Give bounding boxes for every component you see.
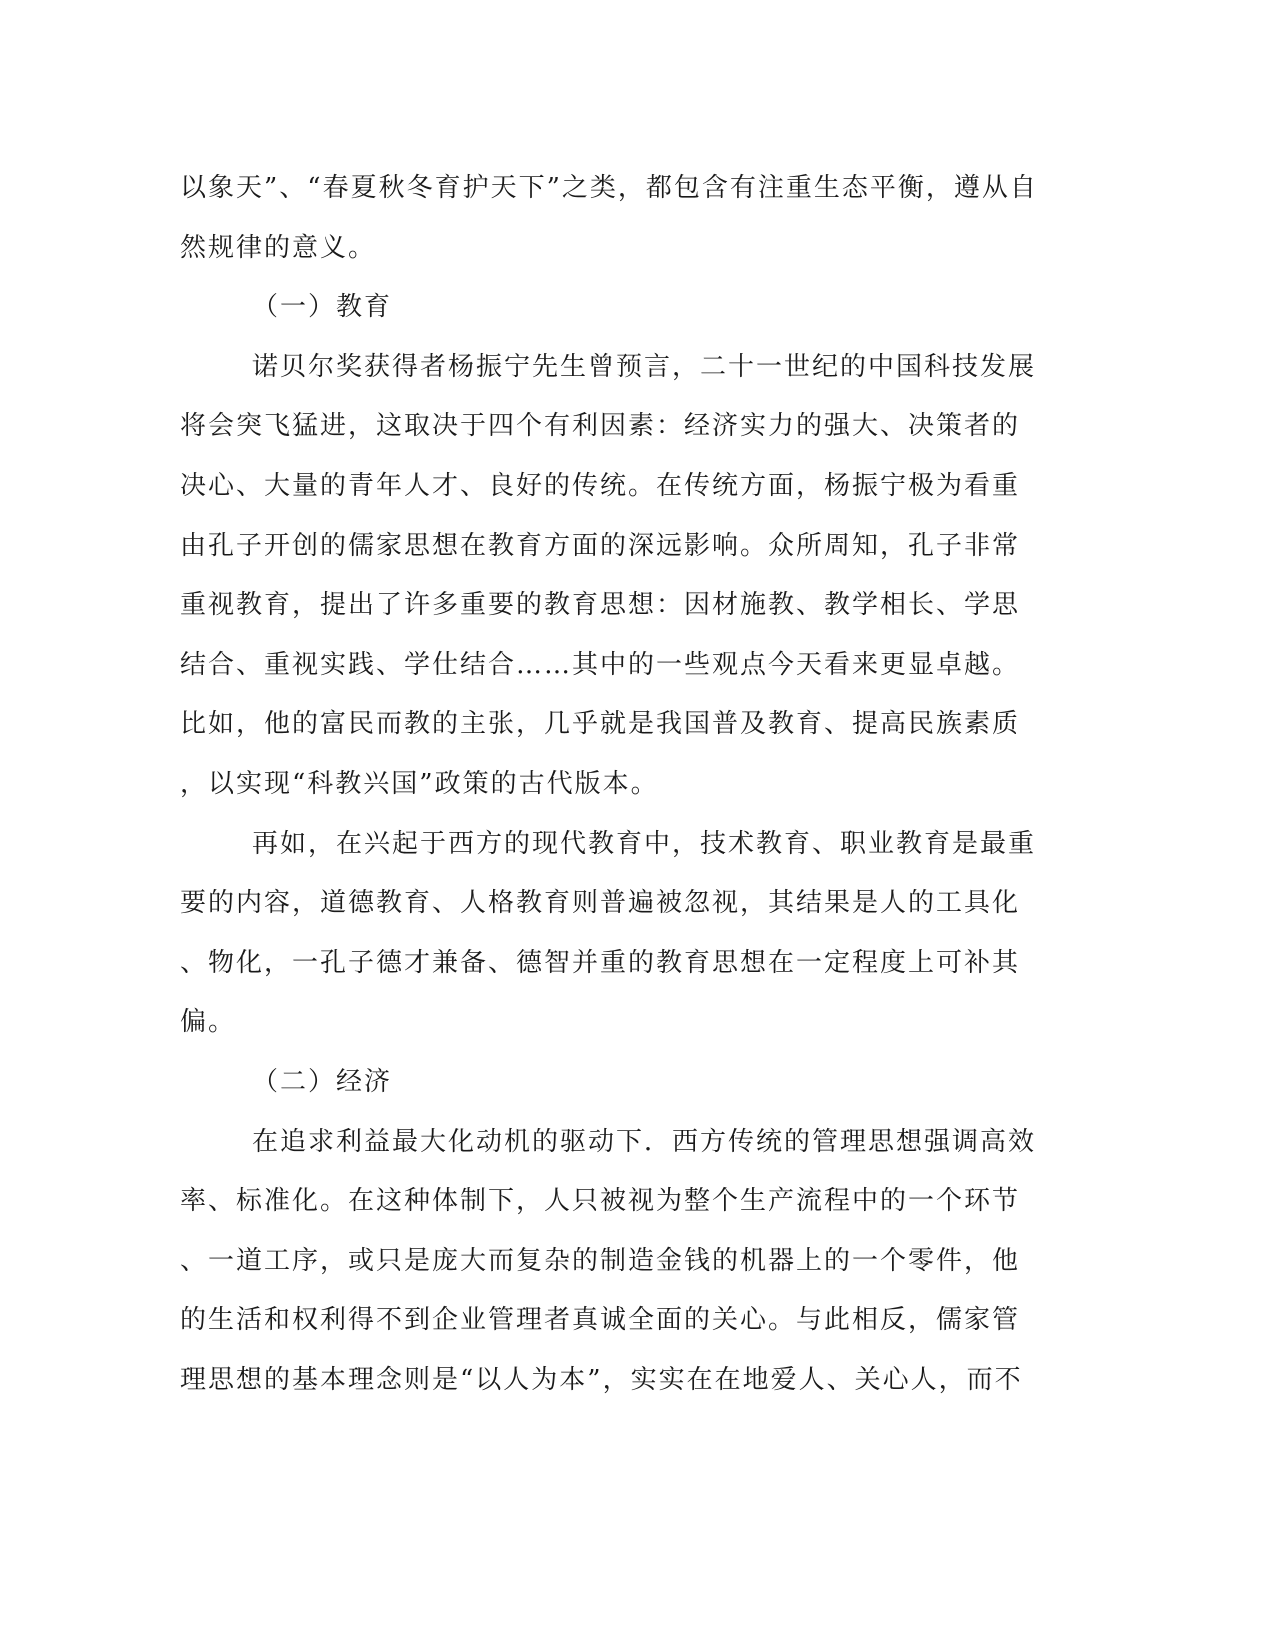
text-line: 、物化，一孔子德才兼备、德智并重的教育思想在一定程度上可补其 xyxy=(180,947,1021,978)
section-heading-education: （一）教育 xyxy=(252,292,393,323)
text-line: 理思想的基本理念则是“以人为本”，实实在在地爱人、关心人，而不 xyxy=(180,1364,1023,1395)
text-line: 的生活和权利得不到企业管理者真诚全面的关心。与此相反，儒家管 xyxy=(180,1305,1021,1336)
text-line: 比如，他的富民而教的主张，几乎就是我国普及教育、提高民族素质 xyxy=(180,709,1021,740)
text-line: 偏。 xyxy=(180,1007,237,1038)
text-line: 将会突飞猛进，这取决于四个有利因素：经济实力的强大、决策者的 xyxy=(180,411,1021,442)
text-line: 率、标准化。在这种体制下，人只被视为整个生产流程中的一个环节 xyxy=(180,1186,1021,1217)
text-line: ，以实现“科教兴国”政策的古代版本。 xyxy=(180,768,659,799)
body-text xyxy=(180,159,1040,1410)
text-line: 由孔子开创的儒家思想在教育方面的深远影响。众所周知，孔子非常 xyxy=(180,530,1021,561)
text-line: 要的内容，道德教育、人格教育则普遍被忽视，其结果是人的工具化 xyxy=(180,888,1021,919)
text-line: 然规律的意义。 xyxy=(180,232,377,263)
text-line: 诺贝尔奖获得者杨振宁先生曾预言，二十一世纪的中国科技发展 xyxy=(252,351,1037,382)
text-line: 决心、大量的青年人才、良好的传统。在传统方面，杨振宁极为看重 xyxy=(180,470,1021,501)
text-line: 、一道工序，或只是庞大而复杂的制造金钱的机器上的一个零件，他 xyxy=(180,1245,1021,1276)
text-line: 再如，在兴起于西方的现代教育中，技术教育、职业教育是最重 xyxy=(252,828,1037,859)
text-line: 在追求利益最大化动机的驱动下．西方传统的管理思想强调高效 xyxy=(252,1126,1037,1157)
text-line: 重视教育，提出了许多重要的教育思想：因材施教、教学相长、学思 xyxy=(180,590,1021,621)
section-heading-economy: （二）经济 xyxy=(252,1066,393,1097)
text-line: 以象天”、“春夏秋冬育护天下”之类，都包含有注重生态平衡，遵从自 xyxy=(180,173,1038,203)
text-line: 结合、重视实践、学仕结合……其中的一些观点今天看来更显卓越。 xyxy=(180,649,1021,680)
